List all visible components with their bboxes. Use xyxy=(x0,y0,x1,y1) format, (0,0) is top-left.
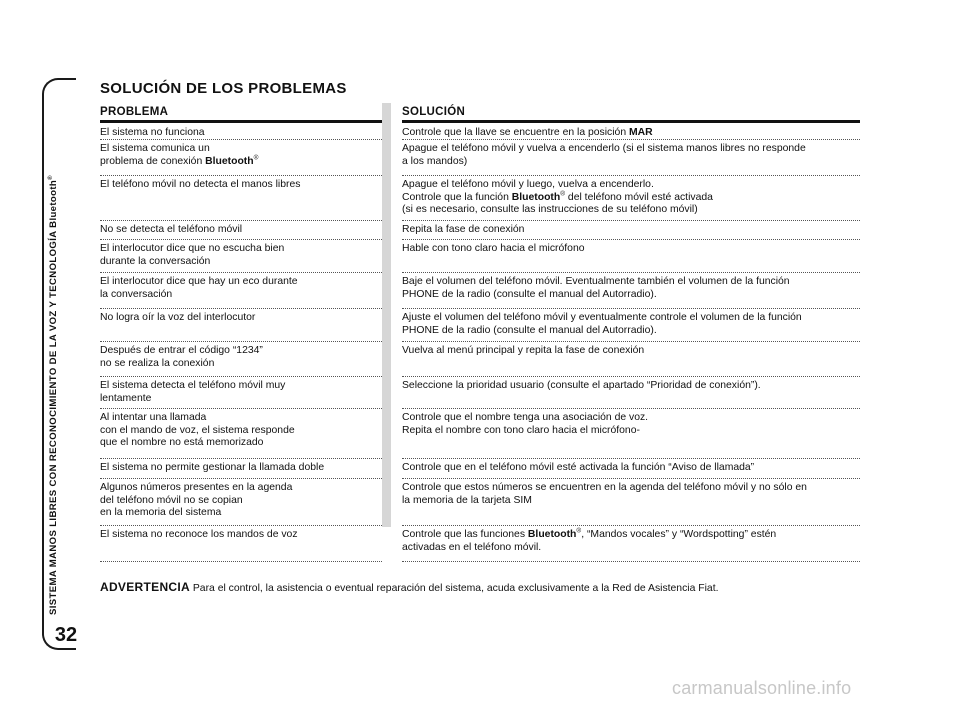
table-row xyxy=(100,409,860,459)
solution-cell: Controle que las funciones Bluetooth®, “Mandos vocales” y “Wordspotting” estén activadas en el teléfono móvil. xyxy=(402,527,777,553)
table-row xyxy=(100,526,860,562)
solution-cell: Controle que en el teléfono móvil esté activada la función “Aviso de llamada” xyxy=(402,462,755,473)
table-row xyxy=(100,459,860,479)
table-row xyxy=(100,140,860,176)
header-rule-right xyxy=(402,120,860,123)
solution-cell: Ajuste el volumen del teléfono móvil y eventualmente controle el volumen de la función PHONE de la radio (consulte el manual del Autorradio). xyxy=(402,312,802,336)
solution-cell: Hable con tono claro hacia el micrófono xyxy=(402,243,585,254)
page-number: 32 xyxy=(54,624,78,646)
table-row xyxy=(100,221,860,240)
solution-cell: Apague el teléfono móvil y luego, vuelva a encenderlo. Controle que la función Bluetooth® del teléfono móvil esté activada (si es necesario, consulte las instrucciones de su teléfono móvil) xyxy=(402,179,713,216)
solution-cell: Baje el volumen del teléfono móvil. Eventualmente también el volumen de la función PHONE de la radio (consulte el manual del Autorradio). xyxy=(402,276,790,300)
problem-header: PROBLEMA xyxy=(100,106,169,118)
solution-cell: Seleccione la prioridad usuario (consulte el apartado “Prioridad de conexión”). xyxy=(402,380,761,391)
troubleshooting-table xyxy=(100,124,860,562)
problem-cell: Después de entrar el código “1234” no se realiza la conexión xyxy=(100,345,263,369)
problem-cell: Al intentar una llamada con el mando de voz, el sistema responde que el nombre no está memorizado xyxy=(100,412,295,449)
problem-cell: No logra oír la voz del interlocutor xyxy=(100,312,256,323)
table-row xyxy=(100,176,860,221)
warning-label: ADVERTENCIA xyxy=(100,580,190,594)
table-row xyxy=(100,240,860,273)
table-row xyxy=(100,273,860,309)
problem-cell: El teléfono móvil no detecta el manos libres xyxy=(100,179,301,190)
row-rule xyxy=(100,561,382,562)
problem-cell: El sistema detecta el teléfono móvil muy lentamente xyxy=(100,380,286,404)
problem-cell: El interlocutor dice que hay un eco durante la conversación xyxy=(100,276,298,300)
header-rule-left xyxy=(100,120,382,123)
row-rule xyxy=(402,561,860,562)
chapter-title: SISTEMA MANOS LIBRES CON RECONOCIMIENTO DE LA VOZ Y TECNOLOGÍA Bluetooth® xyxy=(47,175,59,615)
table-row xyxy=(100,377,860,409)
problem-cell: El sistema no permite gestionar la llamada doble xyxy=(100,462,325,473)
table-row xyxy=(100,309,860,342)
problem-cell: No se detecta el teléfono móvil xyxy=(100,224,243,235)
problem-cell: El sistema comunica un problema de conexión Bluetooth® xyxy=(100,143,259,167)
table-row xyxy=(100,124,860,140)
problem-cell: Algunos números presentes en la agenda del teléfono móvil no se copian en la memoria del sistema xyxy=(100,482,293,519)
solution-cell: Controle que la llave se encuentre en la posición MAR xyxy=(402,127,653,138)
solution-cell: Repita la fase de conexión xyxy=(402,224,525,235)
problem-cell: El interlocutor dice que no escucha bien durante la conversación xyxy=(100,243,285,267)
solution-header: SOLUCIÓN xyxy=(402,106,466,118)
solution-cell: Controle que estos números se encuentren en la agenda del teléfono móvil y no sólo en la memoria de la tarjeta SIM xyxy=(402,482,807,506)
warning-text: Para el control, la asistencia o eventual reparación del sistema, acuda exclusivamente a la Red de Asistencia Fiat. xyxy=(192,583,719,594)
solution-cell: Apague el teléfono móvil y vuelva a encenderlo (si el sistema manos libres no responde a los mandos) xyxy=(402,143,806,167)
solution-cell: Vuelva al menú principal y repita la fase de conexión xyxy=(402,345,645,356)
solution-cell: Controle que el nombre tenga una asociación de voz. Repita el nombre con tono claro hacia el micrófono- xyxy=(402,412,649,436)
warning-note xyxy=(100,580,718,594)
table-row xyxy=(100,342,860,377)
problem-cell: El sistema no reconoce los mandos de voz xyxy=(100,529,298,540)
table-row xyxy=(100,479,860,526)
watermark: carmanualsonline.info xyxy=(672,678,852,698)
page-title: SOLUCIÓN DE LOS PROBLEMAS xyxy=(100,80,347,97)
problem-cell: El sistema no funciona xyxy=(100,127,205,138)
